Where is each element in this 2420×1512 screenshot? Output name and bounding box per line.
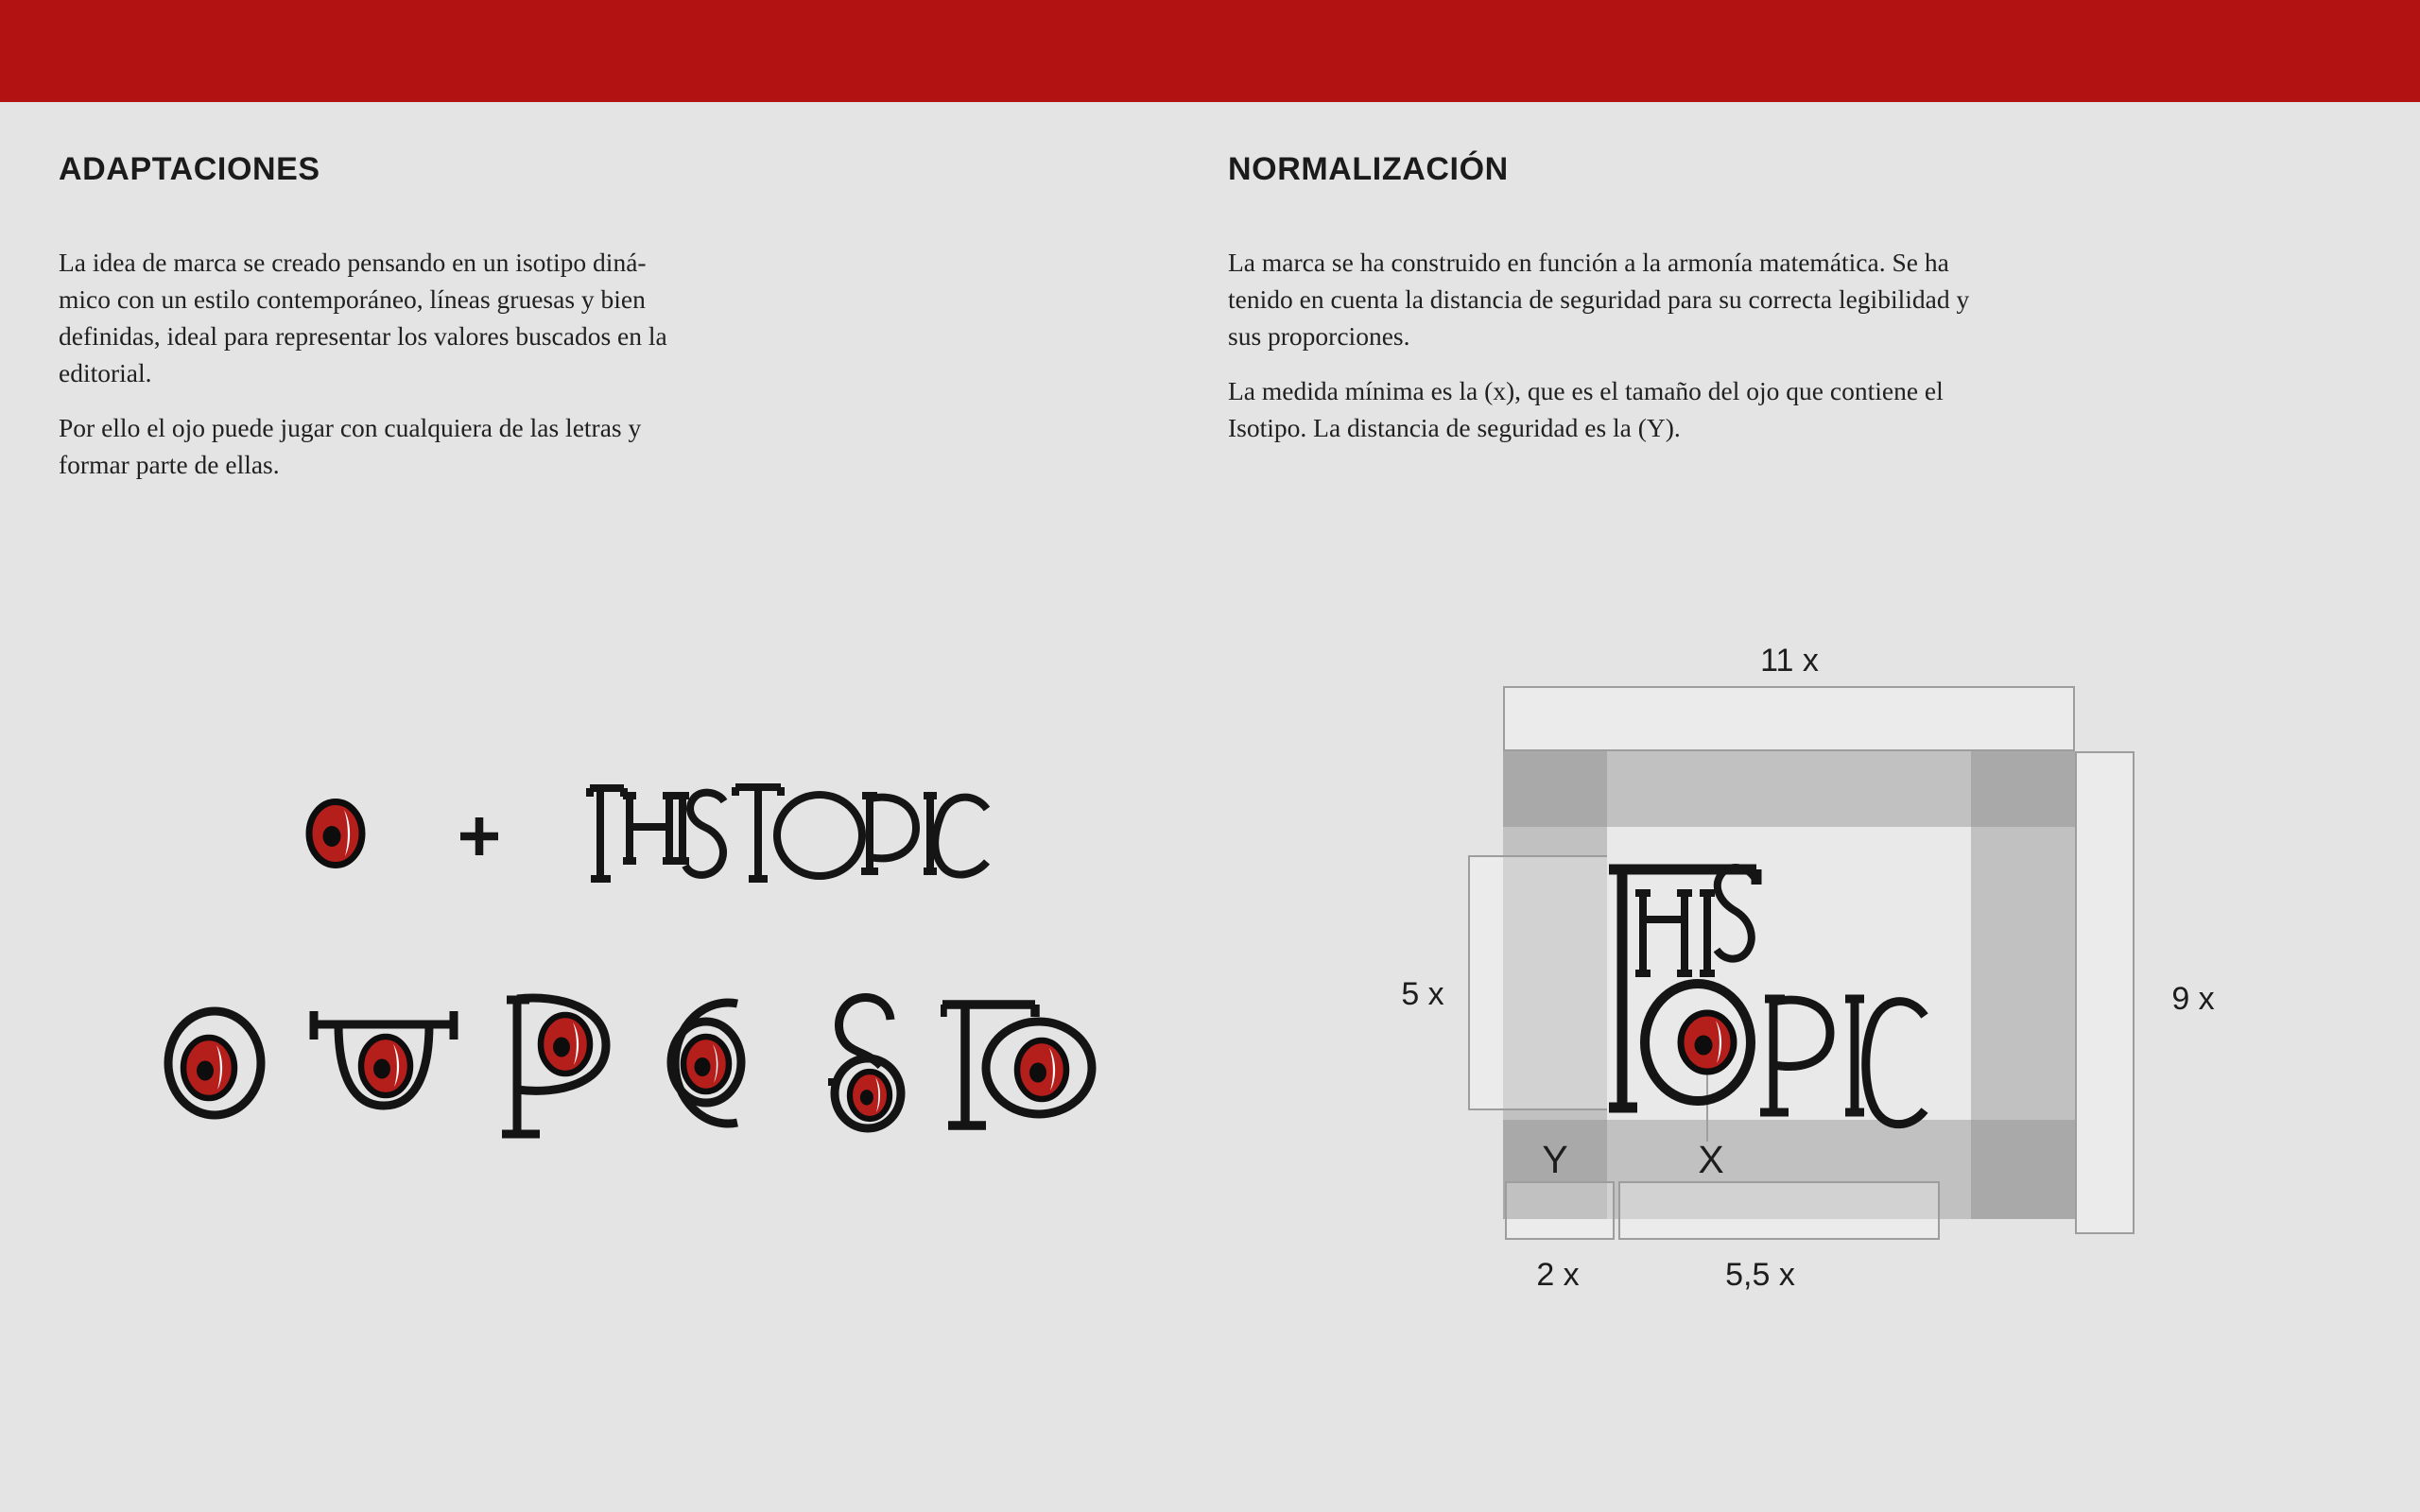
thistopic-wordmark <box>586 775 993 907</box>
letter-variation-p <box>498 990 614 1146</box>
paragraph-line: mico con un estilo contemporáneo, líneas gruesas y bien <box>59 284 646 314</box>
right-paragraphs <box>1228 244 1969 446</box>
label-5x: 5 x <box>1401 976 1444 1012</box>
plus-icon <box>459 816 499 856</box>
left-paragraphs <box>59 244 667 483</box>
label-2x: 2 x <box>1536 1257 1580 1293</box>
bracket-2x <box>1505 1181 1615 1240</box>
left-heading: ADAPTACIONES <box>59 151 320 187</box>
paragraph-gap <box>59 391 667 409</box>
diagram-corner-bottomright <box>1971 1120 2075 1219</box>
letter-variation-to <box>941 991 1097 1139</box>
paragraph-line: La marca se ha construido en función a la armonía matemática. Se ha <box>1228 248 1949 277</box>
paragraph-line: tenido en cuenta la distancia de seguridad para su correcta legibilidad y <box>1228 284 1970 314</box>
paragraph-line: La idea de marca se creado pensando en un isotipo diná- <box>59 248 647 277</box>
bracket-5-5x <box>1618 1181 1940 1240</box>
paragraph-line: La medida mínima es la (x), que es el tamaño del ojo que contiene el <box>1228 376 1944 405</box>
paragraph-line: editorial. <box>59 358 152 387</box>
paragraph-line: definidas, ideal para representar los valores buscados en la <box>59 321 667 351</box>
bracket-5x <box>1468 855 1607 1110</box>
diagram-corner-topleft <box>1503 751 1607 827</box>
paragraph-line: Por ello el ojo puede jugar con cualquiera de las letras y <box>59 413 642 442</box>
letter-variation-s <box>826 989 906 1134</box>
paragraph-line: formar parte de ellas. <box>59 450 280 479</box>
paragraph-line: Isotipo. La distancia de seguridad es la (Y). <box>1228 413 1681 442</box>
bracket-11x <box>1503 686 2075 751</box>
paragraph-gap <box>1228 354 1969 372</box>
letter-variation-u <box>306 1007 461 1121</box>
letter-variation-o <box>161 1005 268 1122</box>
bracket-9x <box>2075 751 2135 1234</box>
right-heading: NORMALIZACIÓN <box>1228 151 1509 187</box>
label-11x: 11 x <box>1760 643 1819 679</box>
label-5-5x: 5,5 x <box>1725 1257 1795 1293</box>
paragraph-line: sus proporciones. <box>1228 321 1410 351</box>
label-9x: 9 x <box>2171 981 2215 1017</box>
red-banner <box>0 0 2420 102</box>
diagram-corner-topright <box>1971 751 2075 827</box>
eye-isotype-icon <box>302 796 369 871</box>
label-y: Y <box>1542 1138 1568 1181</box>
label-x: X <box>1698 1138 1724 1181</box>
letter-variation-c <box>648 990 764 1136</box>
stacked-logo <box>1607 855 1928 1129</box>
